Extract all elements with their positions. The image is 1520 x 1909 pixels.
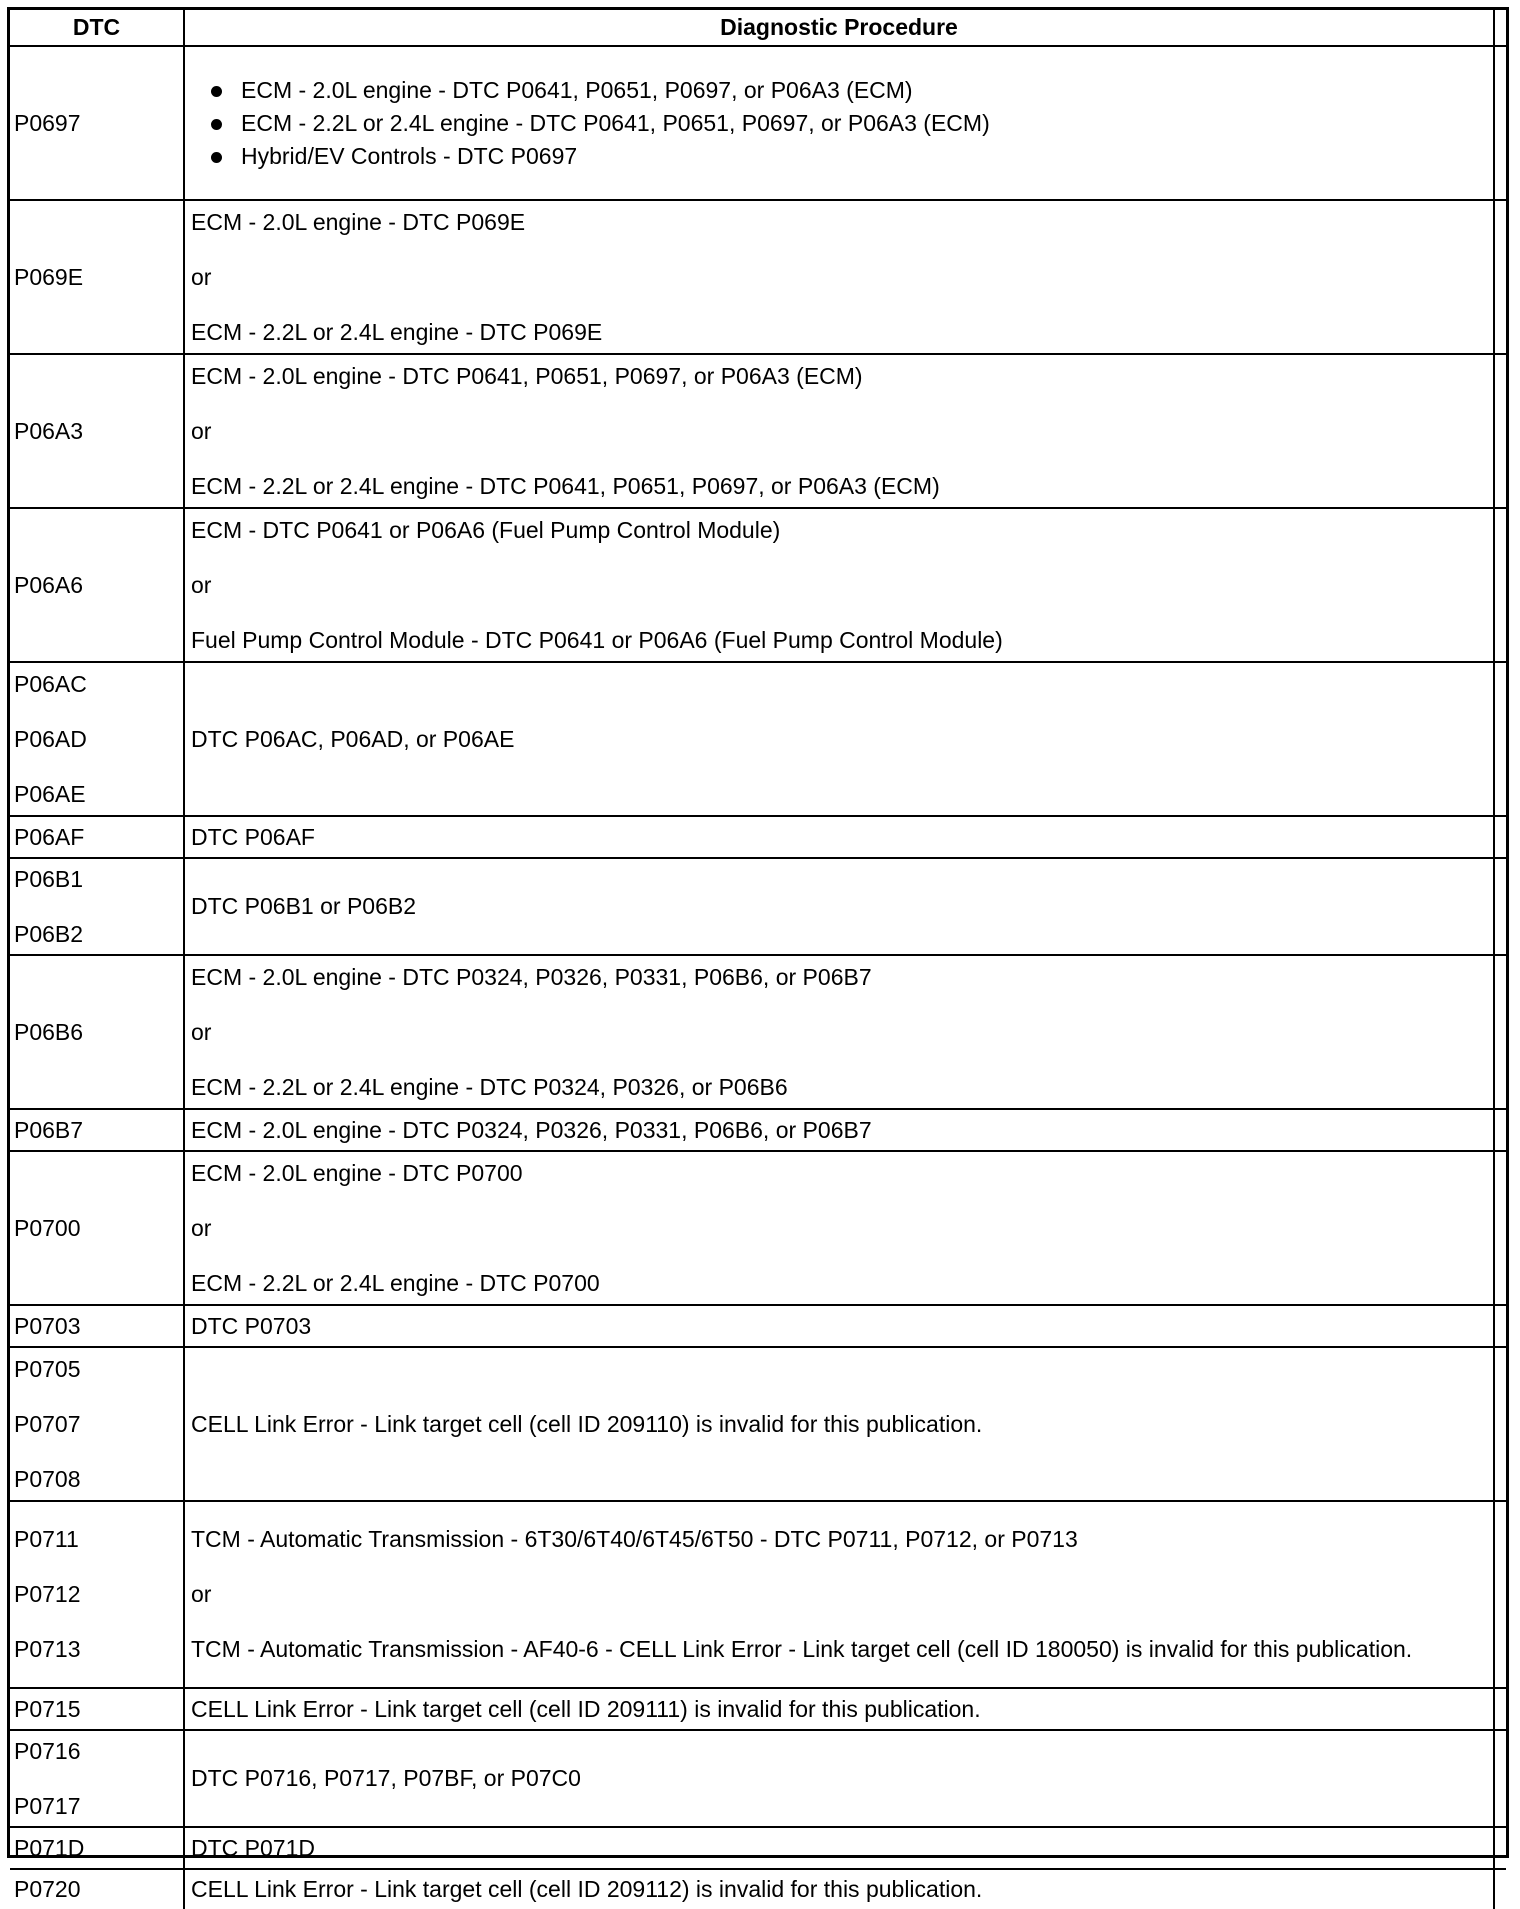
dtc-code: P0711 bbox=[14, 1526, 79, 1552]
procedure-link-text[interactable]: Hybrid/EV Controls - DTC P0697 bbox=[241, 142, 578, 169]
table-row bbox=[10, 1730, 1506, 1827]
procedure-or-separator: or bbox=[191, 1018, 212, 1045]
procedure-cell bbox=[184, 200, 1494, 354]
dtc-code: P0715 bbox=[14, 1695, 81, 1722]
table-row bbox=[10, 858, 1506, 955]
table-row bbox=[10, 1109, 1506, 1151]
dtc-code: P0700 bbox=[14, 1214, 81, 1241]
procedure-link-text[interactable]: DTC P0716, P0717, P07BF, or P07C0 bbox=[191, 1765, 581, 1791]
dtc-code-cell bbox=[10, 662, 184, 816]
dtc-code: P0705 bbox=[14, 1355, 81, 1382]
procedure-link-text[interactable]: ECM - 2.0L engine - DTC P0641, P0651, P0697, or P06A3 (ECM) bbox=[241, 76, 913, 103]
line-spacer bbox=[191, 390, 1487, 418]
procedure-link-text[interactable]: ECM - 2.0L engine - DTC P0641, P0651, P0697, or P06A3 (ECM) bbox=[191, 362, 863, 389]
procedure-bullet-item bbox=[209, 140, 1487, 173]
dtc-code: P0708 bbox=[14, 1465, 81, 1492]
procedure-bullet-list bbox=[191, 74, 1487, 173]
procedure-link-text[interactable]: ECM - 2.0L engine - DTC P069E bbox=[191, 208, 526, 235]
table-row bbox=[10, 1869, 1506, 1909]
row-edge-strip bbox=[1494, 955, 1506, 1109]
row-edge-strip bbox=[1494, 858, 1506, 955]
procedure-or-separator: or bbox=[191, 571, 212, 598]
procedure-link-text[interactable]: ECM - 2.2L or 2.4L engine - DTC P0324, P0326, or P06B6 bbox=[191, 1073, 788, 1100]
table-row bbox=[10, 816, 1506, 858]
procedure-bullet-item bbox=[209, 74, 1487, 107]
procedure-link-text[interactable]: CELL Link Error - Link target cell (cell ID 209111) is invalid for this publication. bbox=[191, 1695, 981, 1722]
procedure-link-text[interactable]: DTC P06B1 or P06B2 bbox=[191, 893, 417, 919]
line-spacer bbox=[191, 991, 1487, 1019]
dtc-code: P0703 bbox=[14, 1312, 81, 1339]
procedure-cell bbox=[184, 1109, 1494, 1151]
dtc-code: P06B2 bbox=[14, 920, 84, 947]
dtc-code: P06AE bbox=[14, 780, 86, 807]
table-row bbox=[10, 46, 1506, 200]
procedure-cell bbox=[184, 1869, 1494, 1909]
dtc-code: P0697 bbox=[14, 109, 81, 136]
procedure-link-text[interactable]: Fuel Pump Control Module - DTC P0641 or P06A6 (Fuel Pump Control Module) bbox=[191, 626, 1003, 653]
row-edge-strip bbox=[1494, 1869, 1506, 1909]
dtc-code: P06A3 bbox=[14, 417, 84, 444]
dtc-code: P0712 bbox=[14, 1581, 81, 1607]
table-row bbox=[10, 354, 1506, 508]
dtc-code: P06B6 bbox=[14, 1018, 84, 1045]
procedure-or-separator: or bbox=[191, 1581, 212, 1607]
dtc-code-cell bbox=[10, 1688, 184, 1730]
row-edge-strip bbox=[1494, 816, 1506, 858]
dtc-code-cell bbox=[10, 508, 184, 662]
procedure-cell bbox=[184, 662, 1494, 816]
bullet-dot-icon bbox=[211, 86, 222, 97]
line-spacer bbox=[191, 1553, 1487, 1581]
dtc-code-cell bbox=[10, 1305, 184, 1347]
row-edge-strip bbox=[1494, 354, 1506, 508]
dtc-code: P0720 bbox=[14, 1876, 81, 1902]
row-edge-strip bbox=[1494, 1305, 1506, 1347]
dtc-code-cell bbox=[10, 1730, 184, 1827]
dtc-code: P06B1 bbox=[14, 865, 84, 892]
procedure-cell bbox=[184, 1151, 1494, 1305]
dtc-code-cell bbox=[10, 955, 184, 1109]
dtc-code-cell bbox=[10, 46, 184, 200]
dtc-code-cell bbox=[10, 1827, 184, 1869]
dtc-code-cell bbox=[10, 1347, 184, 1501]
dtc-code: P0713 bbox=[14, 1636, 81, 1662]
procedure-link-text[interactable]: ECM - 2.2L or 2.4L engine - DTC P069E bbox=[191, 318, 603, 345]
row-edge-strip bbox=[1494, 1347, 1506, 1501]
table-row bbox=[10, 1827, 1506, 1869]
header-edge-strip bbox=[1494, 10, 1506, 46]
dtc-table bbox=[10, 10, 1506, 1909]
dtc-code: P0716 bbox=[14, 1737, 81, 1764]
dtc-code-cell bbox=[10, 354, 184, 508]
procedure-cell bbox=[184, 1688, 1494, 1730]
line-spacer bbox=[191, 1242, 1487, 1270]
table-row bbox=[10, 662, 1506, 816]
line-spacer bbox=[191, 599, 1487, 627]
procedure-link-text[interactable]: DTC P06AF bbox=[191, 823, 315, 850]
dtc-code-cell bbox=[10, 858, 184, 955]
procedure-cell bbox=[184, 1305, 1494, 1347]
procedure-cell bbox=[184, 816, 1494, 858]
dtc-code: P069E bbox=[14, 263, 84, 290]
dtc-code: P06AF bbox=[14, 823, 85, 850]
dtc-code: P071D bbox=[14, 1834, 85, 1861]
row-edge-strip bbox=[1494, 1151, 1506, 1305]
line-spacer bbox=[191, 544, 1487, 572]
procedure-link-text[interactable]: ECM - 2.0L engine - DTC P0700 bbox=[191, 1159, 523, 1186]
procedure-link-text[interactable]: DTC P0703 bbox=[191, 1312, 312, 1339]
procedure-link-text[interactable]: ECM - 2.0L engine - DTC P0324, P0326, P0331, P06B6, or P06B7 bbox=[191, 1116, 872, 1143]
bullet-dot-icon bbox=[211, 152, 222, 163]
row-edge-strip bbox=[1494, 1109, 1506, 1151]
dtc-code-cell bbox=[10, 1501, 184, 1688]
procedure-link-text[interactable]: ECM - 2.2L or 2.4L engine - DTC P0641, P0651, P0697, or P06A3 (ECM) bbox=[191, 472, 940, 499]
dtc-code-cell bbox=[10, 1109, 184, 1151]
dtc-document-page bbox=[7, 7, 1509, 1902]
procedure-bullet-item bbox=[209, 107, 1487, 140]
line-spacer bbox=[191, 236, 1487, 264]
dtc-code: P0717 bbox=[14, 1792, 81, 1819]
line-spacer bbox=[191, 1608, 1487, 1636]
procedure-link-text[interactable]: CELL Link Error - Link target cell (cell ID 209112) is invalid for this publication. bbox=[191, 1876, 983, 1902]
table-row bbox=[10, 955, 1506, 1109]
table-row bbox=[10, 200, 1506, 354]
procedure-cell bbox=[184, 1827, 1494, 1869]
header-diagnostic-procedure: Diagnostic Procedure bbox=[184, 10, 1494, 46]
header-dtc: DTC bbox=[10, 10, 184, 46]
dtc-code: P0707 bbox=[14, 1410, 81, 1437]
dtc-code-cell bbox=[10, 200, 184, 354]
procedure-link-text[interactable]: CELL Link Error - Link target cell (cell ID 209110) is invalid for this publication. bbox=[191, 1410, 983, 1437]
procedure-or-separator: or bbox=[191, 417, 212, 444]
procedure-or-separator: or bbox=[191, 263, 212, 290]
table-header-row bbox=[10, 10, 1506, 46]
dtc-code: P06AD bbox=[14, 725, 87, 752]
procedure-link-text[interactable]: TCM - Automatic Transmission - AF40-6 - CELL Link Error - Link target cell (cell ID 180050) is invalid for this publication. bbox=[191, 1636, 1413, 1662]
procedure-or-separator: or bbox=[191, 1214, 212, 1241]
procedure-cell bbox=[184, 508, 1494, 662]
table-row bbox=[10, 1688, 1506, 1730]
row-edge-strip bbox=[1494, 200, 1506, 354]
row-edge-strip bbox=[1494, 508, 1506, 662]
procedure-cell bbox=[184, 955, 1494, 1109]
procedure-cell bbox=[184, 1501, 1494, 1688]
dtc-code-cell bbox=[10, 1869, 184, 1909]
procedure-link-text[interactable]: ECM - 2.2L or 2.4L engine - DTC P0641, P0651, P0697, or P06A3 (ECM) bbox=[241, 109, 990, 136]
bullet-dot-icon bbox=[211, 119, 222, 130]
table-row bbox=[10, 508, 1506, 662]
procedure-cell bbox=[184, 46, 1494, 200]
table-row bbox=[10, 1151, 1506, 1305]
procedure-link-text[interactable]: ECM - DTC P0641 or P06A6 (Fuel Pump Control Module) bbox=[191, 516, 781, 543]
line-spacer bbox=[191, 1046, 1487, 1074]
dtc-code: P06A6 bbox=[14, 571, 84, 598]
table-row bbox=[10, 1501, 1506, 1688]
procedure-cell bbox=[184, 858, 1494, 955]
procedure-link-text[interactable]: ECM - 2.0L engine - DTC P0324, P0326, P0331, P06B6, or P06B7 bbox=[191, 963, 872, 990]
table-row bbox=[10, 1347, 1506, 1501]
line-spacer bbox=[191, 291, 1487, 319]
procedure-link-text[interactable]: ECM - 2.2L or 2.4L engine - DTC P0700 bbox=[191, 1269, 600, 1296]
row-edge-strip bbox=[1494, 1501, 1506, 1688]
procedure-cell bbox=[184, 1347, 1494, 1501]
dtc-code: P06AC bbox=[14, 670, 87, 697]
row-edge-strip bbox=[1494, 662, 1506, 816]
procedure-cell bbox=[184, 354, 1494, 508]
procedure-link-text[interactable]: DTC P071D bbox=[191, 1834, 315, 1861]
row-edge-strip bbox=[1494, 46, 1506, 200]
line-spacer bbox=[191, 445, 1487, 473]
row-edge-strip bbox=[1494, 1827, 1506, 1869]
procedure-link-text[interactable]: DTC P06AC, P06AD, or P06AE bbox=[191, 725, 515, 752]
line-spacer bbox=[191, 1187, 1487, 1215]
dtc-code-cell bbox=[10, 816, 184, 858]
dtc-code-cell bbox=[10, 1151, 184, 1305]
row-edge-strip bbox=[1494, 1730, 1506, 1827]
procedure-link-text[interactable]: TCM - Automatic Transmission - 6T30/6T40/6T45/6T50 - DTC P0711, P0712, or P0713 bbox=[191, 1526, 1078, 1552]
row-edge-strip bbox=[1494, 1688, 1506, 1730]
table-body bbox=[10, 46, 1506, 1909]
dtc-code: P06B7 bbox=[14, 1116, 84, 1143]
procedure-cell bbox=[184, 1730, 1494, 1827]
table-row bbox=[10, 1305, 1506, 1347]
